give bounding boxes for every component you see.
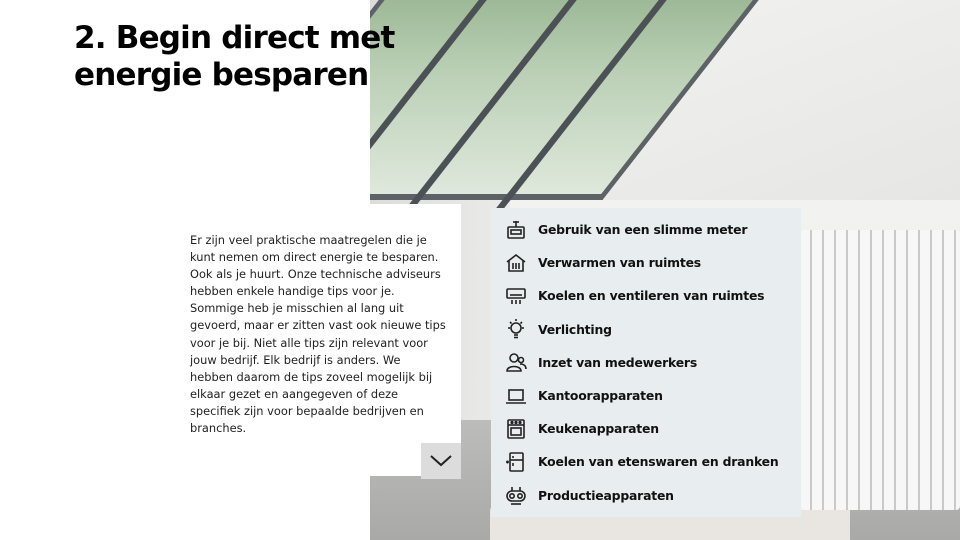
chevron-down-icon [429,454,453,468]
topic-cooling-ventilation[interactable] [504,279,801,312]
topic-smart-meter[interactable] [504,213,801,246]
smart-meter-icon [504,218,528,242]
machine-icon [504,483,528,507]
page-title-line-2: energie besparen [74,57,369,93]
topic-label: Productieapparaten [538,487,674,503]
intro-box [170,204,461,476]
topic-label: Koelen van etenswaren en dranken [538,454,779,470]
radiator [800,230,960,510]
topic-office-equipment[interactable] [504,379,801,412]
people-icon [504,350,528,374]
topic-label: Keukenapparaten [538,421,659,437]
topic-label: Verlichting [538,321,612,337]
fridge-icon [504,450,528,474]
topic-kitchen-appliances[interactable] [504,412,801,445]
house-heating-icon [504,251,528,275]
laptop-icon [504,384,528,408]
topic-label: Gebruik van een slimme meter [538,222,748,238]
air-conditioner-icon [504,284,528,308]
lightbulb-icon [504,317,528,341]
topics-list [491,208,801,517]
expand-button[interactable] [421,443,461,479]
topic-production-equipment[interactable] [504,479,801,512]
page-title [74,20,434,94]
oven-icon [504,417,528,441]
topic-employees[interactable] [504,346,801,379]
topic-heating[interactable] [504,246,801,279]
topic-lighting[interactable] [504,313,801,346]
topic-food-drink-cooling[interactable] [504,445,801,478]
topic-label: Inzet van medewerkers [538,354,698,370]
topic-label: Verwarmen van ruimtes [538,255,701,271]
topic-label: Koelen en ventileren van ruimtes [538,288,765,304]
topic-label: Kantoorapparaten [538,388,663,404]
intro-text: Er zijn veel praktische maatregelen die je kunt nemen om direct energie te besparen. Ook als je huurt. Onze technische adviseurs hebben enkele handige tips voor je. Sommige heb je misschien al lang uit gevoerd, maar er zitten vast ook nieuwe tips voor je bij. Niet alle tips zijn relevant voor jouw bedrijf. Elk bedrijf is anders. We hebben daarom de tips zoveel mogelijk bij elkaar gezet en aangegeven of deze specifiek zijn voor bepaalde bedrijven en branches. [190,233,446,436]
page-title-line-1: 2. Begin direct met [74,20,395,56]
